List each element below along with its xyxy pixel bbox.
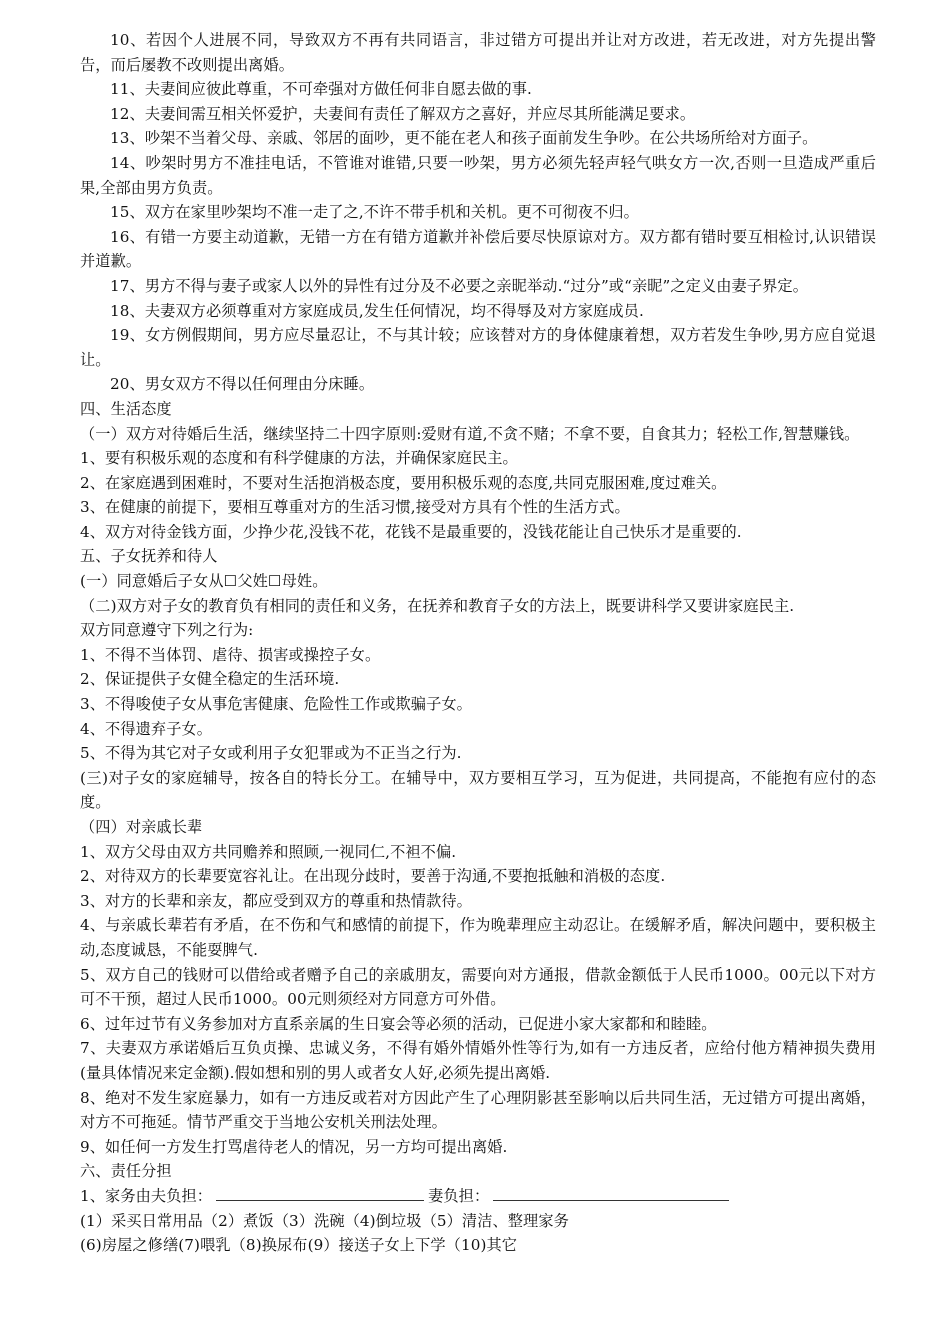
list-item: 1、要有积极乐观的态度和有科学健康的方法，并确保家庭民主。 <box>80 449 518 468</box>
clause-10: 10、若因个人进展不同，导致双方不再有共同语言，非过错方可提出并让对方改进，若无改进，对方先提出警告，而后屡教不改则提出离婚。 <box>80 31 876 74</box>
list-item: 3、对方的长辈和亲友，都应受到双方的尊重和热情款待。 <box>80 891 472 910</box>
wife-label: 妻负担： <box>428 1186 490 1205</box>
housework-options-1: (1）采买日常用品（2）煮饭（3）洗碗（4)倒垃圾（5）清洁、整理家务 <box>80 1211 569 1230</box>
subsection-heading: （四）对亲戚长辈 <box>80 818 203 836</box>
clauses-part3 <box>80 28 876 397</box>
list-item: 1、不得不当体罚、虐待、损害或操控子女。 <box>80 645 381 664</box>
agreement-intro: 双方同意遵守下列之行为: <box>80 621 254 640</box>
surname-choice: (一）同意婚后子女从☐父姓☐母姓。 <box>80 572 328 591</box>
section-children <box>80 544 876 1159</box>
clause-11: 11、夫妻间应彼此尊重，不可牵强对方做任何非自愿去做的事. <box>110 80 532 99</box>
list-item: 2、在家庭遇到困难时，不要对生活抱消极态度，要用积极乐观的态度,共同克服困难,度过难关。 <box>80 473 727 492</box>
clause-19: 19、女方例假期间，男方应尽量忍让，不与其计较；应该替对方的身体健康着想，双方若发生争吵,男方应自觉退让。 <box>80 326 876 369</box>
contract-page <box>80 28 876 1258</box>
section-life-attitude <box>80 397 876 545</box>
list-item: 5、不得为其它对子女或利用子女犯罪或为不正当之行为. <box>80 744 462 763</box>
husband-duty-blank[interactable] <box>216 1184 424 1201</box>
list-item: 6、过年过节有义务参加对方直系亲属的生日宴会等必须的活动，已促进小家大家都和和睦睦。 <box>80 1014 717 1033</box>
section-heading: 六、责任分担 <box>80 1162 172 1181</box>
list-item: 2、对待双方的长辈要宽容礼让。在出现分歧时，要善于沟通,不要抱抵触和消极的态度. <box>80 867 666 886</box>
education-clause: （二)双方对子女的教育负有相同的责任和义务，在抚养和教育子女的方法上，既要讲科学又要讲家庭民主. <box>80 596 795 615</box>
list-item: 8、绝对不发生家庭暴力，如有一方违反或若对方因此产生了心理阴影甚至影响以后共同生活，无过错方可提出离婚，对方不可拖延。情节严重交于当地公安机关刑法处理。 <box>80 1088 876 1132</box>
life-attitude-intro: （一）双方对待婚后生活，继续坚持二十四字原则:爱财有道,不贪不赌；不拿不要，自食其力；轻松工作,智慧赚钱。 <box>80 424 860 443</box>
list-item: 3、不得唆使子女从事危害健康、危险性工作或欺骗子女。 <box>80 695 472 714</box>
list-item: 9、如任何一方发生打骂虐待老人的情况，另一方均可提出离婚. <box>80 1137 508 1156</box>
clause-18: 18、夫妻双方必须尊重对方家庭成员,发生任何情况，均不得辱及对方家庭成员. <box>110 301 644 320</box>
clause-13: 13、吵架不当着父母、亲戚、邻居的面吵，更不能在老人和孩子面前发生争吵。在公共场所给对方面子。 <box>110 129 818 148</box>
list-item: 2、保证提供子女健全稳定的生活环境. <box>80 670 340 689</box>
list-item: 4、不得遗弃子女。 <box>80 719 213 738</box>
list-item: 3、在健康的前提下，要相互尊重对方的生活习惯,接受对方具有个性的生活方式。 <box>80 498 630 517</box>
list-item: 4、与亲戚长辈若有矛盾，在不伤和气和感情的前提下，作为晚辈理应主动忍让。在缓解矛盾，解决问题中，要积极主动,态度诚恳，不能耍脾气. <box>80 916 876 959</box>
husband-label: 1、家务由夫负担： <box>80 1186 213 1205</box>
list-item: 7、夫妻双方承诺婚后互负贞操、忠诚义务，不得有婚外情婚外性等行为,如有一方违反者，应给付他方精神损失费用(量具体情况来定金额).假如想和别的男人或者女人好,必须先提出离婚. <box>80 1039 876 1082</box>
clause-16: 16、有错一方要主动道歉，无错一方在有错方道歉并补偿后要尽快原谅对方。双方都有错时要互相检讨,认识错误并道歉。 <box>80 227 876 271</box>
list-item: 4、双方对待金钱方面，少挣少花,没钱不花，花钱不是最重要的，没钱花能让自己快乐才是重要的. <box>80 522 742 541</box>
clause-12: 12、夫妻间需互相关怀爱护，夫妻间有责任了解双方之喜好，并应尽其所能满足要求。 <box>110 104 696 123</box>
section-heading: 五、子女抚养和待人 <box>80 547 218 566</box>
wife-duty-blank[interactable] <box>493 1184 729 1201</box>
section-heading: 四、生活态度 <box>80 399 172 418</box>
section-responsibilities <box>80 1159 876 1257</box>
list-item: 1、双方父母由双方共同赡养和照顾,一视同仁,不袒不偏. <box>80 842 457 861</box>
housework-line <box>80 1184 876 1209</box>
clause-14: 14、吵架时男方不准挂电话，不管谁对谁错,只要一吵架，男方必须先轻声轻气哄女方一次,否则一旦造成严重后果,全部由男方负责。 <box>80 153 876 197</box>
clause-15: 15、双方在家里吵架均不准一走了之,不许不带手机和关机。更不可彻夜不归。 <box>110 203 639 222</box>
housework-options-2: (6)房屋之修缮(7)喂乳（8)换尿布(9）接送子女上下学（10)其它 <box>80 1236 518 1255</box>
clause-20: 20、男女双方不得以任何理由分床睡。 <box>110 375 375 394</box>
tutoring-clause: (三)对子女的家庭辅导，按各自的特长分工。在辅导中，双方要相互学习，互为促进，共同提高，不能抱有应付的态度。 <box>80 768 876 812</box>
list-item: 5、双方自己的钱财可以借给或者赠予自己的亲戚朋友，需要向对方通报，借款金额低于人民币1000。00元以下对方可不干预，超过人民币1000。00元则须经对方同意方可外借。 <box>80 965 876 1009</box>
clause-17: 17、男方不得与妻子或家人以外的异性有过分及不必要之亲昵举动.“过分”或“亲昵”之定义由妻子界定。 <box>110 276 808 295</box>
